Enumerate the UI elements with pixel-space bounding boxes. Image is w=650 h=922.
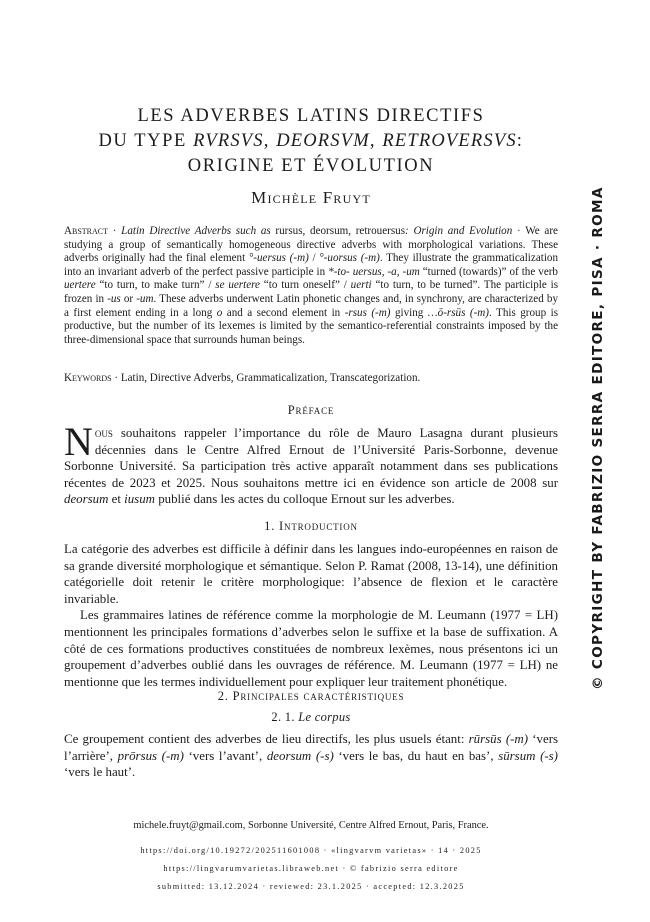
corpus-text: Ce groupement contient des adverbes de lieu directifs, les plus usuels étant:: [64, 732, 469, 746]
abstract-text: . These adverbs underwent Latin phonetic changes and, in synchrony, are characterized by a first element ending in a long: [64, 292, 558, 319]
dates-line: submitted: 13.12.2024 · reviewed: 23.1.2025 · accepted: 12.3.2025: [157, 882, 465, 891]
abstract-text: . This group is productive, but the number of its lexemes is limited by the semantico-referential constraints imposed by the three-dimensional space that surrounds human beings.: [64, 306, 559, 346]
abstract-text: “to turn, to make turn” /: [95, 279, 216, 292]
keywords-text: Latin, Directive Adverbs, Grammaticalization, Transcategorization.: [120, 372, 421, 384]
corpus-text: ‘vers l’avant’,: [183, 748, 267, 763]
corpus-text: ‘vers le haut’.: [64, 765, 136, 780]
abstract-italic: uerti: [350, 279, 372, 292]
abstract-text: “to turn, to be turned”. The participle is frozen in: [64, 279, 559, 305]
title-line-3: ORIGINE ET ÉVOLUTION: [187, 156, 435, 176]
corpus-italic: rūrsūs (-m): [468, 732, 529, 746]
doi-line: https://doi.org/10.19272/202511601008 · «lingvarvm varietas» · 14 · 2025: [140, 846, 482, 855]
abstract-text: We are studying a group of semantically homogeneous directive adverbs with morphological variations. These adverbs originally had the final element: [64, 225, 558, 265]
abstract-italic: °-uorsus (-m): [319, 252, 380, 265]
title-sep: ,: [369, 131, 383, 151]
abstract-text: . They illustrate the grammaticalization into an invariant adverb of the perfect passive participle in: [64, 252, 558, 278]
dropcap: N: [64, 419, 93, 464]
abstract-italic: uertere: [64, 279, 96, 292]
abstract-italic: °-uersus (-m): [248, 252, 309, 265]
introduction-heading: 1. Introduction: [264, 519, 358, 533]
abstract-italic: se uertere: [215, 279, 260, 292]
corpus-italic: sūrsum (-s): [498, 748, 558, 763]
title-line-2: [64, 129, 558, 154]
abstract-italic: -um: [136, 292, 154, 305]
title-word-retroversus: RETROVERSVS: [382, 131, 517, 151]
title-word-rursus: RVRSVS: [193, 131, 264, 151]
abstract-title: Latin Directive Adverbs such as: [121, 225, 276, 237]
preface-italic: deorsum: [64, 492, 109, 507]
intro-paragraph-2: Les grammaires latines de référence comme la morphologie de M. Leumann (1977 = LH) mentionnent les principales formations d’adverbes selon le suffixe et la base de suffixation. A côté de ces formations productives constituées de nombreux lexèmes, nous présentons ici un groupement d’adverbes oublié dans les ouvrages de référence. M. Leumann (1977 = LH) ne mentionne que les termes individuellement pour expliquer leur traitement phonétique.: [64, 608, 558, 689]
abstract-italic: -rsus (-m): [344, 306, 391, 319]
subsection-heading: [64, 710, 558, 725]
abstract-text: or: [120, 292, 137, 305]
corpus-paragraph: [64, 731, 558, 781]
abstract-sep: ·: [108, 225, 122, 237]
keywords-label: Keywords: [64, 372, 112, 384]
introduction-text: [64, 541, 558, 690]
abstract-text: giving: [390, 306, 428, 319]
corpus-text: ‘vers l’arrière’,: [64, 732, 559, 763]
preface-first-word: ous: [94, 426, 113, 440]
abstract-text: /: [308, 252, 320, 265]
abstract-title: : Origin and Evolution: [405, 225, 513, 237]
abstract-label: Abstract: [64, 225, 109, 237]
subsection-number: 2. 1.: [271, 710, 299, 724]
title-line-1: LES ADVERBES LATINS DIRECTIFS: [137, 106, 485, 126]
copyright-text: © COPYRIGHT BY FABRIZIO SERRA EDITORE, PISA · ROMA: [590, 186, 606, 690]
abstract-italic: o: [216, 306, 223, 319]
article-title: [64, 104, 558, 179]
author-footnote: michele.fruyt@gmail.com, Sorbonne Université, Centre Alfred Ernout, Paris, France.: [133, 820, 489, 831]
publisher-line: https://lingvarumvarietas.libraweb.net · © fabrizio serra editore: [163, 864, 459, 873]
keywords-sep: ·: [111, 372, 121, 384]
preface-heading: Préface: [287, 403, 335, 417]
section-2-heading: 2. Principales caractéristiques: [217, 689, 405, 703]
preface-text: publié dans les actes du colloque Ernout sur les adverbes.: [154, 492, 455, 507]
abstract-title-roman: rursus, deorsum, retrouersus: [275, 225, 406, 237]
title-suffix: :: [516, 131, 524, 151]
abstract-text: “turned (towards)” of the verb: [419, 265, 558, 278]
title-prefix: DU TYPE: [98, 131, 194, 151]
preface-text: et: [108, 492, 125, 507]
abstract-italic: …ō-rsūs (-m): [427, 306, 489, 319]
preface-italic: iusum: [124, 492, 155, 507]
preface-paragraph: [64, 419, 558, 508]
abstract-text: “to turn oneself” /: [259, 279, 351, 292]
corpus-italic: prōrsus (-m): [117, 748, 184, 763]
abstract-italic: *-to- uersus, -a, -um: [328, 265, 420, 278]
intro-paragraph-1: La catégorie des adverbes est difficile à définir dans les langues indo-européennes en raison de sa grande diversité morphologique et sémantique. Selon P. Ramat (2008, 13-14), une définition catégorielle doit retenir le critère morphologique: l’absence de flexion et le caractère invariable.: [64, 542, 558, 606]
title-word-deorsum: DEORSVM: [276, 131, 370, 151]
abstract-italic: -us: [107, 292, 121, 305]
abstract-text: and a second element in: [222, 306, 345, 319]
author-name: Michèle Fruyt: [251, 188, 371, 207]
title-sep: ,: [263, 131, 277, 151]
corpus-text: ‘vers le bas, du haut en bas’,: [333, 748, 499, 763]
preface-text: souhaitons rappeler l’importance du rôle de Mauro Lasagna durant plusieurs décennies dans le Centre Alfred Ernout de l’Université Paris-Sorbonne, devenue Sorbonne Université. Sa participation très active apparaît notamment dans ses publications récentes de 2023 et 2025. Nous souhaitons mettre ici en évidence son article de 2008 sur: [64, 426, 558, 490]
abstract: [64, 225, 558, 347]
keywords: [64, 372, 558, 386]
corpus-italic: deorsum (-s): [266, 748, 334, 763]
subsection-title: Le corpus: [298, 710, 351, 724]
abstract-sep: ·: [512, 225, 526, 237]
